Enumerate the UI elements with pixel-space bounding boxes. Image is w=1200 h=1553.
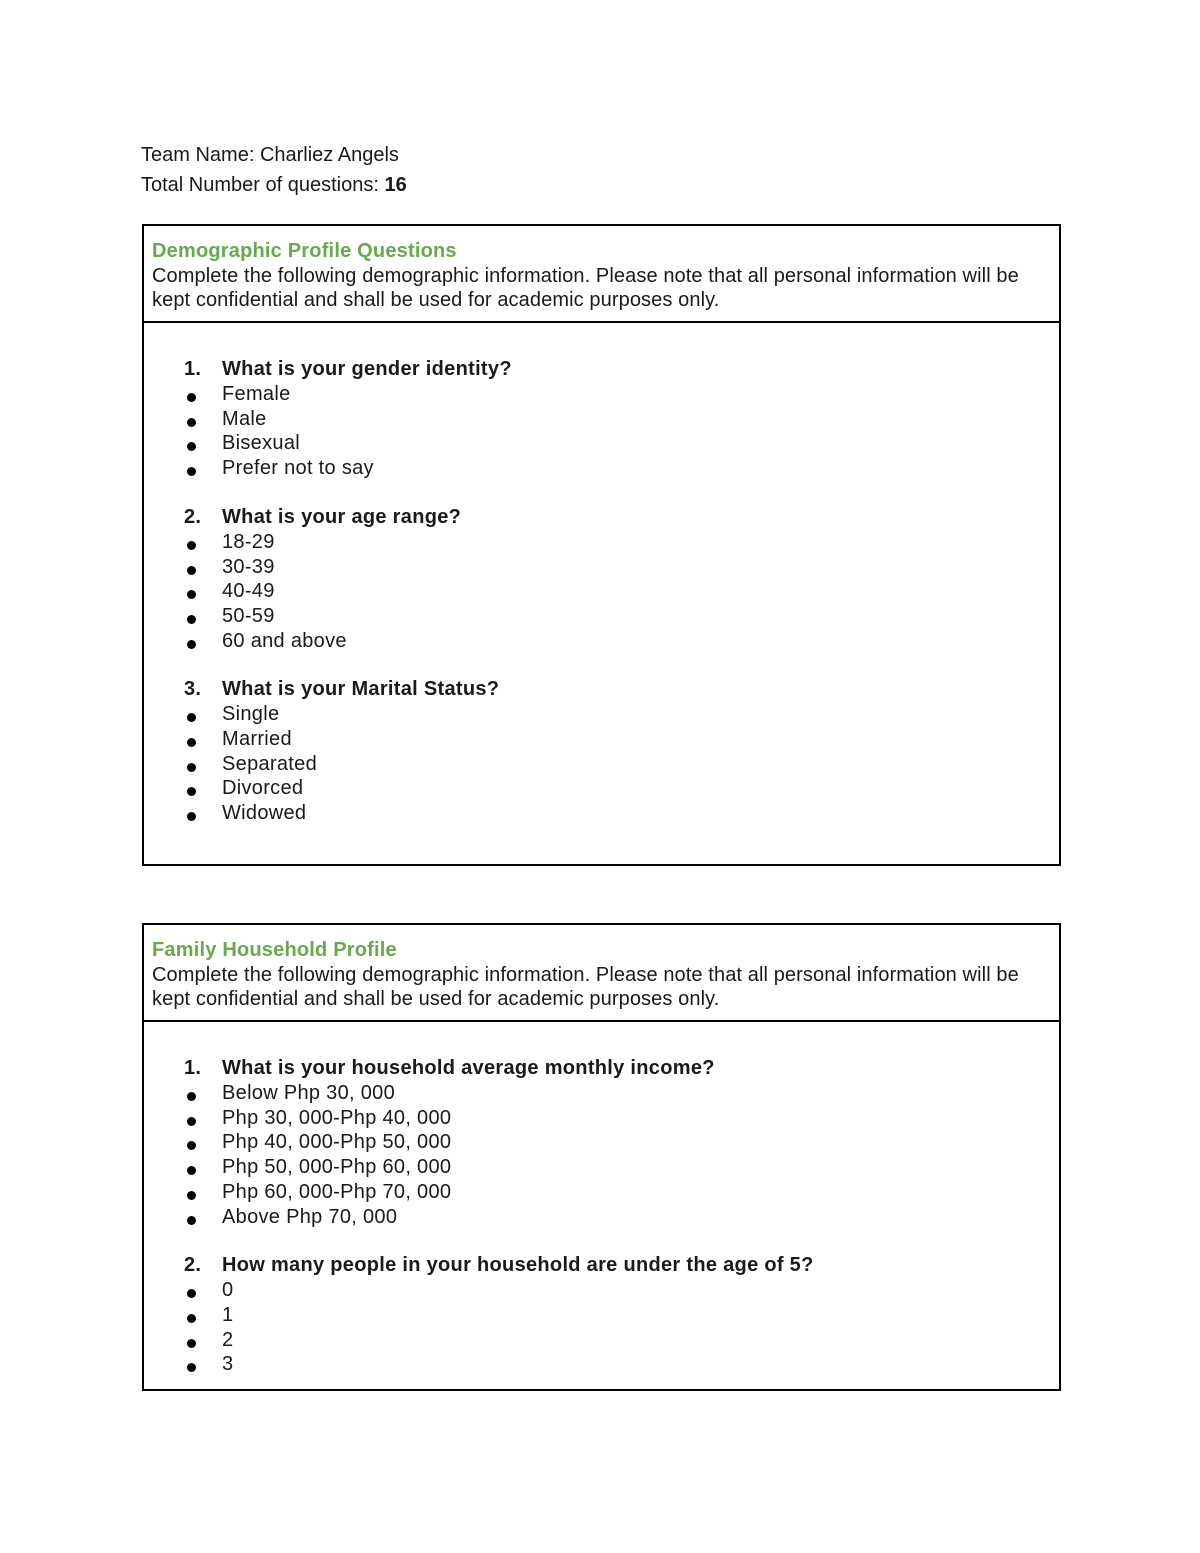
question-household-income (184, 1056, 1059, 1229)
option-label: 0 (222, 1279, 234, 1302)
option-item[interactable] (184, 629, 1059, 654)
option-item[interactable] (184, 801, 1059, 826)
option-item[interactable] (184, 604, 1059, 629)
option-item[interactable] (184, 382, 1059, 407)
section-header (144, 226, 1059, 323)
option-label: Separated (222, 752, 317, 775)
option-label: 3 (222, 1353, 234, 1376)
option-label: Female (222, 383, 291, 405)
question-text: What is your Marital Status? (222, 678, 500, 701)
question-age-range (184, 505, 1059, 654)
option-label: 2 (222, 1328, 234, 1351)
question-text: What is your household average monthly income? (222, 1057, 715, 1079)
option-list (184, 382, 1059, 481)
option-list (184, 530, 1059, 654)
question-number: 2. (184, 1254, 202, 1277)
question-gender-identity (184, 357, 1059, 481)
total-questions-label: Total Number of questions: (141, 174, 379, 196)
option-label: Single (222, 703, 280, 726)
option-item[interactable] (184, 1328, 1059, 1353)
question-title (184, 1253, 1059, 1278)
option-item[interactable] (184, 1205, 1059, 1230)
question-title (184, 505, 1059, 530)
option-label: 50-59 (222, 604, 275, 627)
option-label: Prefer not to say (222, 457, 374, 480)
question-household-under-5 (184, 1253, 1059, 1377)
option-item[interactable] (184, 407, 1059, 432)
question-title (184, 1056, 1059, 1081)
question-text: What is your age range? (222, 505, 462, 528)
option-item[interactable] (184, 1155, 1059, 1180)
team-name-label: Team Name: (141, 144, 255, 166)
section-title: Demographic Profile Questions (152, 240, 457, 262)
option-label: Bisexual (222, 432, 300, 455)
team-name-value: Charliez Angels (259, 144, 399, 166)
option-item[interactable] (184, 776, 1059, 801)
question-number: 1. (184, 1057, 202, 1079)
option-label: 1 (222, 1303, 234, 1326)
option-item[interactable] (184, 1278, 1059, 1303)
option-item[interactable] (184, 1352, 1059, 1377)
option-list (184, 1278, 1059, 1377)
question-number: 3. (184, 678, 202, 701)
option-item[interactable] (184, 555, 1059, 580)
option-label: Php 30, 000-Php 40, 000 (222, 1106, 452, 1129)
option-item[interactable] (184, 1130, 1059, 1155)
section-header (144, 925, 1059, 1022)
option-item[interactable] (184, 431, 1059, 456)
question-title (184, 357, 1059, 382)
option-item[interactable] (184, 456, 1059, 481)
section-description: Complete the following demographic information. Please note that all personal information will be kept confidential and shall be used for academic purposes only. (152, 964, 1019, 1010)
option-label: Divorced (222, 777, 304, 800)
option-label: Below Php 30, 000 (222, 1082, 396, 1104)
option-item[interactable] (184, 579, 1059, 604)
option-item[interactable] (184, 1081, 1059, 1106)
section-body (144, 1022, 1059, 1377)
option-label: 30-39 (222, 555, 275, 578)
option-label: Php 40, 000-Php 50, 000 (222, 1131, 452, 1154)
option-list (184, 1081, 1059, 1229)
option-label: 40-49 (222, 580, 275, 603)
option-label: Widowed (222, 802, 307, 825)
question-marital-status (184, 677, 1059, 826)
option-label: Php 60, 000-Php 70, 000 (222, 1180, 452, 1203)
section-description: Complete the following demographic information. Please note that all personal information will be kept confidential and shall be used for academic purposes only. (152, 265, 1019, 311)
question-number: 2. (184, 505, 202, 528)
option-item[interactable] (184, 702, 1059, 727)
demographic-profile-section (142, 224, 1061, 866)
question-text: How many people in your household are under the age of 5? (222, 1254, 814, 1277)
option-label: 18-29 (222, 530, 275, 553)
family-household-section (142, 923, 1061, 1391)
section-title: Family Household Profile (152, 939, 397, 961)
option-label: 60 and above (222, 629, 347, 652)
option-item[interactable] (184, 752, 1059, 777)
total-questions-row (141, 170, 407, 200)
option-item[interactable] (184, 1303, 1059, 1328)
option-label: Married (222, 728, 292, 751)
question-text: What is your gender identity? (222, 358, 512, 380)
question-title (184, 677, 1059, 702)
option-item[interactable] (184, 1180, 1059, 1205)
option-item[interactable] (184, 530, 1059, 555)
option-list (184, 702, 1059, 826)
question-number: 1. (184, 358, 202, 380)
option-label: Php 50, 000-Php 60, 000 (222, 1156, 452, 1179)
option-label: Male (222, 407, 267, 430)
section-body (144, 323, 1059, 826)
total-questions-value: 16 (384, 174, 407, 196)
option-item[interactable] (184, 1106, 1059, 1131)
option-item[interactable] (184, 727, 1059, 752)
option-label: Above Php 70, 000 (222, 1205, 398, 1228)
document-header (141, 140, 407, 200)
team-name-row (141, 140, 407, 170)
